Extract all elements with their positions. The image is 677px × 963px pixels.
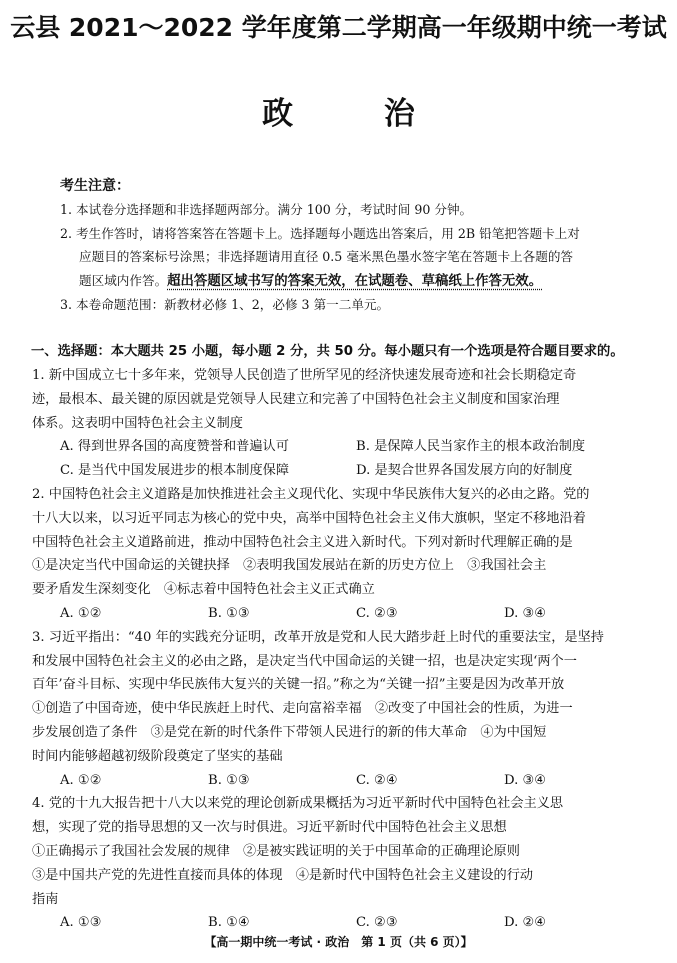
q1-stem-1: 1. 新中国成立七十多年来，党领导人民创造了世所罕见的经济快速发展奇迹和社会长期稳定奇 xyxy=(32,368,577,383)
notice-block xyxy=(60,198,660,317)
q1-stem-3: 体系。这表明中国特色社会主义制度 xyxy=(32,415,243,431)
notice-line-2c xyxy=(60,269,660,294)
q2-stem-5: 要矛盾发生深刻变化 ④标志着中国特色社会主义正式确立 xyxy=(32,582,375,598)
notice-line-2b: 应题目的答案标号涂黑；非选择题请用直径 0.5 毫米黑色墨水签字笔在答题卡上各题的答 xyxy=(79,249,574,264)
q4-option-c: C. ②③ xyxy=(356,915,398,931)
notice-line-3: 3. 本卷命题范围：新教材必修 1、2，必修 3 第一二单元。 xyxy=(60,297,390,312)
section-heading: 一、选择题：本大题共 25 小题，每小题 2 分，共 50 分。每小题只有一个选项是符合题目要求的。 xyxy=(31,344,624,359)
q4-option-a: A. ①③ xyxy=(60,915,102,931)
q1-options-row-1 xyxy=(32,435,652,459)
q2-option-a: A. ①② xyxy=(60,605,102,621)
notice-heading: 考生注意： xyxy=(60,178,130,194)
q1-option-b: B. 是保障人民当家作主的根本政治制度 xyxy=(356,439,586,455)
q2-option-c: C. ②③ xyxy=(356,605,398,621)
q2-option-d: D. ③④ xyxy=(504,605,547,621)
q3-options xyxy=(32,769,652,793)
q4-option-b: B. ①④ xyxy=(208,915,250,931)
q3-stem-1: 3. 习近平指出：“40 年的实践充分证明，改革开放是党和人民大踏步赶上时代的重要法宝，是坚持 xyxy=(32,629,604,645)
q3-option-b: B. ①③ xyxy=(208,772,250,788)
q1-option-a: A. 得到世界各国的高度赞誉和普遍认可 xyxy=(60,439,289,455)
q4-stem-5: 指南 xyxy=(32,891,59,907)
q4-stem-1: 4. 党的十九大报告把十八大以来党的理论创新成果概括为习近平新时代中国特色社会主义思 xyxy=(32,796,564,812)
q4-stem-3: ①正确揭示了我国社会发展的规律 ②是被实践证明的关于中国革命的正确理论原则 xyxy=(32,843,520,859)
page-footer: 【高一期中统一考试 · 政治 第 1 页（共 6 页）】 xyxy=(204,935,473,949)
q3-stem-6: 时间内能够超越初级阶段奠定了坚实的基础 xyxy=(32,748,283,764)
q3-stem-4: ①创造了中国奇迹，使中华民族赶上时代、走向富裕幸福 ②改变了中国社会的性质，为进一 xyxy=(32,701,573,717)
q3-option-d: D. ③④ xyxy=(504,772,547,788)
q4-stem-2: 想，实现了党的指导思想的又一次与时俱进。习近平新时代中国特色社会主义思想 xyxy=(32,820,507,836)
q3-stem-5: 步发展创造了条件 ③是党在新的时代条件下带领人民进行的新的伟大革命 ④为中国短 xyxy=(32,724,547,740)
q4-option-d: D. ②④ xyxy=(504,915,547,931)
q1-stem-2: 迹，最根本、最关键的原因就是党领导人民建立和完善了中国特色社会主义制度和国家治理 xyxy=(32,391,560,407)
q4-options xyxy=(32,911,652,935)
q2-options xyxy=(32,602,652,626)
exam-title: 云县 2021～2022 学年度第二学期高一年级期中统一考试 xyxy=(10,13,667,42)
questions xyxy=(32,364,652,935)
q3-option-a: A. ①② xyxy=(60,772,102,788)
notice-line-1: 1. 本试卷分选择题和非选择题两部分。满分 100 分，考试时间 90 分钟。 xyxy=(60,202,473,217)
q2-stem-2: 十八大以来，以习近平同志为核心的党中央，高举中国特色社会主义伟大旗帜，坚定不移地沿着 xyxy=(32,510,586,526)
q2-stem-4: ①是决定当代中国命运的关键抉择 ②表明我国发展站在新的历史方位上 ③我国社会主 xyxy=(32,558,547,574)
q3-stem-2: 和发展中国特色社会主义的必由之路，是决定当代中国命运的关键一招，也是决定实现‘两个一 xyxy=(32,653,577,669)
q1-option-d: D. 是契合世界各国发展方向的好制度 xyxy=(356,463,573,479)
subject-title: 政 治 xyxy=(262,96,455,132)
q1-option-c: C. 是当代中国发展进步的根本制度保障 xyxy=(60,463,290,479)
notice-emphasis: 超出答题区域书写的答案无效，在试题卷、草稿纸上作答无效。 xyxy=(167,273,543,289)
q3-stem-3: 百年’奋斗目标、实现中华民族伟大复兴的关键一招。”称之为“关键一招”主要是因为改革开放 xyxy=(32,677,565,693)
q2-option-b: B. ①③ xyxy=(208,605,250,621)
notice-line-2c-text: 题区域内作答。 xyxy=(79,272,168,288)
q3-option-c: C. ②④ xyxy=(356,772,398,788)
q4-stem-4: ③是中国共产党的先进性直接而具体的体现 ④是新时代中国特色社会主义建设的行动 xyxy=(32,867,534,883)
notice-line-2a: 2. 考生作答时，请将答案答在答题卡上。选择题每小题选出答案后，用 2B 铅笔把答题卡上对 xyxy=(60,225,580,241)
q1-options-row-2 xyxy=(32,459,652,483)
q2-stem-3: 中国特色社会主义道路前进，推动中国特色社会主义进入新时代。下列对新时代理解正确的是 xyxy=(32,534,573,550)
q2-stem-1: 2. 中国特色社会主义道路是加快推进社会主义现代化、实现中华民族伟大复兴的必由之路。党的 xyxy=(32,486,590,502)
